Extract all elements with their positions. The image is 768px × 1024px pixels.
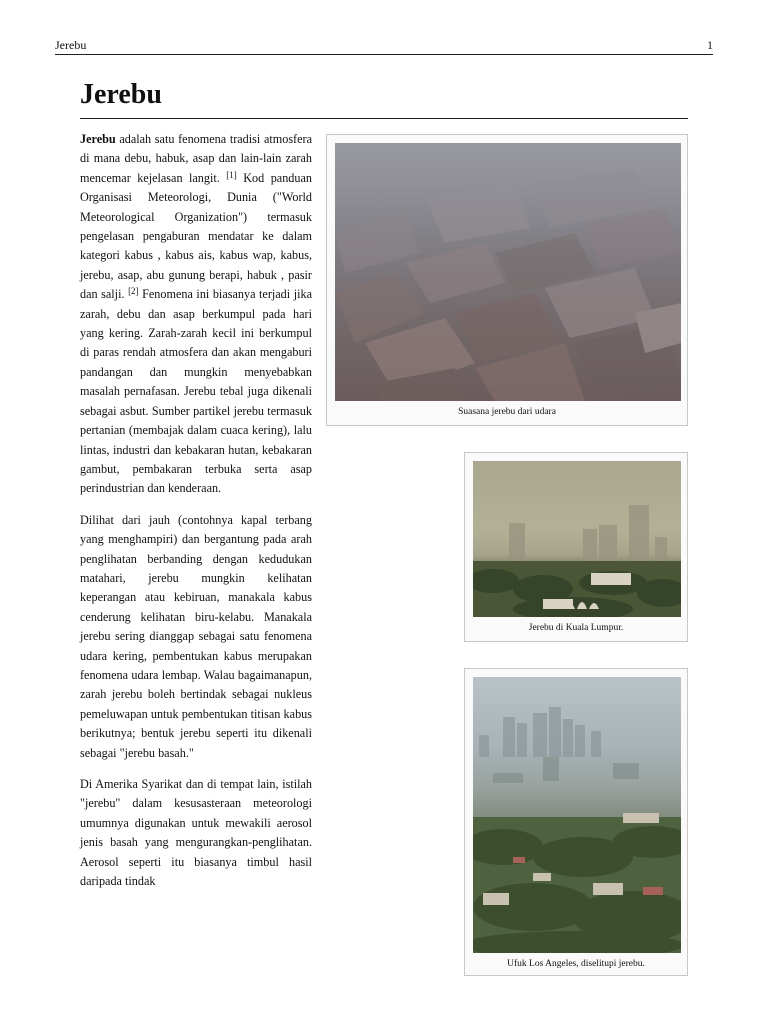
lead-term: Jerebu <box>80 132 116 146</box>
figure-aerial-haze <box>326 134 688 426</box>
figure-caption: Suasana jerebu dari udara <box>458 407 556 417</box>
paragraph-1-text-b: Kod panduan Organisasi Meteorologi, Dunia ("World Meteorological Organization") termasuk pengelasan pengaburan mendatar ke dalam kategori kabus , kabus ais, kabus wap, kabus, jerebu, asap, abu gunung berapi, habuk , pasir dan salji. <box>80 170 312 302</box>
figure-caption: Jerebu di Kuala Lumpur. <box>528 623 624 633</box>
paragraph-3: Di Amerika Syarikat dan di tempat lain, istilah "jerebu" dalam kesusasteraan meteorologi umumnya digunakan untuk mewakili aerosol jenis basah yang mengurangkan-penglihatan. Aerosol seperti itu biasanya timbul hasil daripada tindak <box>80 777 312 889</box>
figure-caption: Ufuk Los Angeles, diselitupi jerebu. <box>507 959 645 969</box>
los-angeles-image <box>473 677 681 953</box>
figure-los-angeles <box>464 668 688 976</box>
paragraph-1 <box>80 130 312 499</box>
kuala-lumpur-photo[interactable] <box>473 461 681 617</box>
page-number: 1 <box>707 38 713 52</box>
reference-2-link[interactable]: [2] <box>128 286 139 297</box>
paragraph-1-text-a: adalah satu fenomena tradisi atmosfera di mana debu, habuk, asap dan lain-lain zarah mencemar kejelasan langit. <box>80 132 312 185</box>
article-body <box>80 130 312 903</box>
figure-kuala-lumpur <box>464 452 688 642</box>
paragraph-2: Dilihat dari jauh (contohnya kapal terbang yang menghampiri) dan bergantung pada arah penglihatan berbanding dengan kedudukan matahari, jerebu mungkin kelihatan keperangan atau kebiruan, manakala kabus cenderung kelihatan biru-kelabu. Manakala jerebu sering dianggap sebagai satu fenomena udara kering, pembentukan kabus merupakan fenomena udara lembap. Walau bagaimanapun, zarah jerebu boleh bertindak sebagai nukleus pemeluwapan untuk pembentukan titisan kabus berikutnya; bentuk jerebu seperti itu dikenali sebagai "jerebu basah." <box>80 512 312 760</box>
running-header <box>55 38 713 55</box>
paragraph-1-text-c: Fenomena ini biasanya terjadi jika zarah, debu dan asap berkumpul pada hari yang kering. Zarah-zarah kecil ini berkumpul di paras rendah atmosfera dan akan mengaburi pandangan dan mungkin menyebabkan masalah pernafasan. Jerebu tebal juga dikenali sebagai asbut. Sumber partikel jerebu termasuk pertanian (membajak dalam cuaca kering), lalu lintas, industri dan kebakaran hutan, kebakaran gambut, pembakaran terbuka serta asap perindustrian dan kenderaan. <box>80 287 312 496</box>
aerial-haze-photo[interactable] <box>335 143 681 401</box>
page-title: Jerebu <box>80 78 688 119</box>
running-title: Jerebu <box>55 38 87 52</box>
kuala-lumpur-image <box>473 461 681 617</box>
reference-1-link[interactable]: [1] <box>226 169 237 180</box>
aerial-haze-image <box>335 143 681 401</box>
los-angeles-photo[interactable] <box>473 677 681 953</box>
